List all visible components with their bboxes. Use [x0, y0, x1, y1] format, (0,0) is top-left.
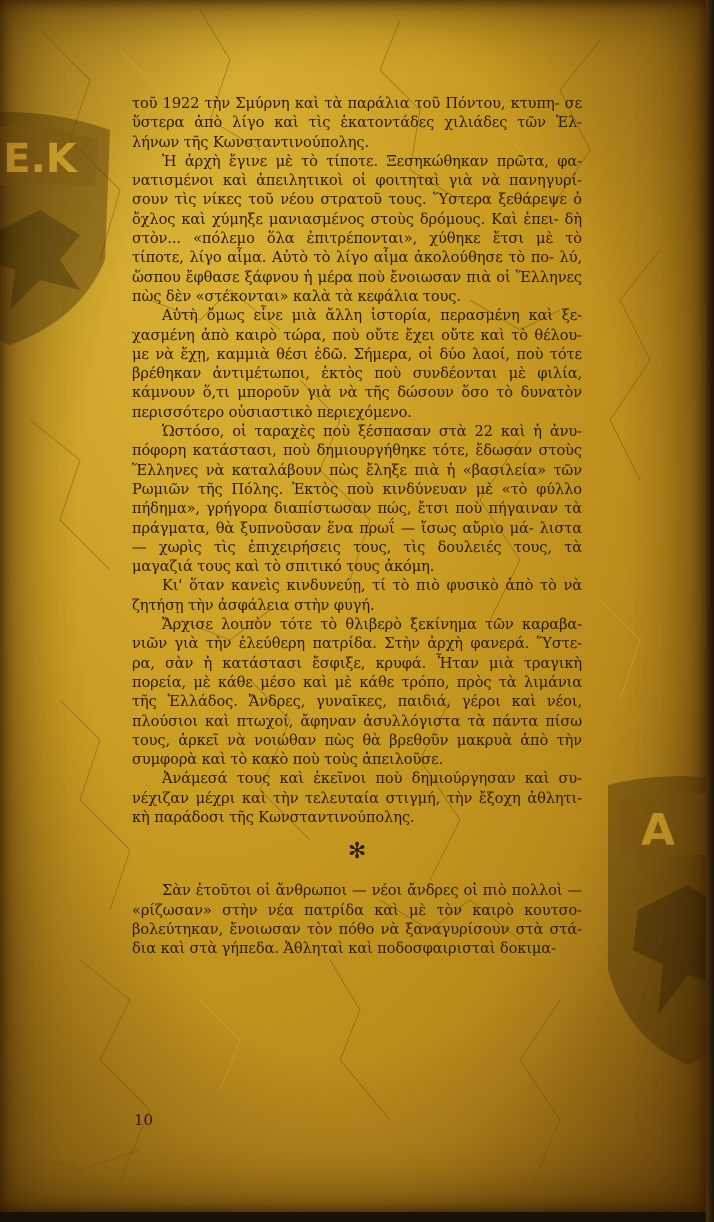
section-separator: ✻ — [347, 839, 367, 865]
aek-emblem-left — [0, 110, 120, 350]
paragraph-5: Κι' ὅταν κανεὶς κινδυνεύῃ, τί τὸ πιὸ φυσικὸ ἀπὸ τὸ νὰ ζητήσῃ τὴν ἀσφάλεια στὴν φυγή. — [132, 577, 582, 614]
paragraph-3: Αὐτὴ ὅμως εἶνε μιὰ ἄλλη ἱστορία, περασμένη καὶ ξε- χασμένη ἀπὸ καιρὸ τώρα, ποὺ οὔτε ἔχει οὔτε καὶ τὸ θέλου- με νὰ ἔχῃ, καμμιὰ θέσι ἐδῶ. Σήμερα, οἱ δύο λαοί, ποὺ τότε βρέθηκαν ἀντιμέτωποι, ἐκτὸς ποὺ συνδέονται μὲ φιλία, κάμνουν ὅ,τι μποροῦν γιὰ νὰ τῆς δώσουν ὅσο τὸ δυνατὸν περισσότερο οὐσιαστικὸ περιεχόμενο. — [132, 307, 582, 421]
aek-emblem-right — [598, 770, 714, 1070]
paragraph-1: τοῦ 1922 τὴν Σμύρνη καὶ τὰ παράλια τοῦ Πόντου, κτυπη- σε ὕστερα ἀπὸ λίγο καὶ τὶς ἑκατοντάδες χιλιάδες τῶν Ἑλ- λήνων τῆς Κωνσταντινούπολης. — [132, 95, 582, 151]
paragraph-4: Ὡστόσο, οἱ ταραχὲς ποὺ ξέσπασαν στὰ 22 καὶ ἡ ἀνυ- πόφορη κατάστασι, ποὺ δημιουργήθηκε τότε, ἔδωσαν στοὺς Ἕλληνες νὰ καταλάβουν πὼς ἔληξε πιὰ ἡ «βασιλεία» τῶν Ρωμιῶν τῆς Πόλης. Ἐκτὸς ποὺ κινδύνευαν μὲ «τὸ φύλλο πήδημα», γρήγορα διαπίστωσαν πώς, ἔτσι ποὺ πήγαιναν τὰ πράγματα, θὰ ξυπνοῦσαν ἕνα πρωΐ — ἴσως αὔριο μά- λιστα — χωρὶς τὶς ἐπιχειρήσεις τους, τὶς δουλειές τους, τὰ μαγαζιά τους καὶ τὸ σπιτικό τους ἀκόμη. — [132, 423, 582, 576]
emblem-left-text: Ε.Κ — [3, 136, 77, 182]
page-number: 10 — [134, 1111, 154, 1129]
paragraph-2: Ἡ ἀρχὴ ἔγινε μὲ τὸ τίποτε. Ξεσηκώθηκαν πρῶτα, φα- νατισμένοι καὶ ἀπειλητικοὶ οἱ φοιτηταὶ γιὰ νὰ πανηγυρί- σουν τὶς νίκες τοῦ νέου στρατοῦ τους. Ὕστερα ξεθάρεψε ὁ ὄχλος καὶ χύμηξε μανιασμένος στοὺς δρόμους. Καὶ ἐπει- δὴ στὸν... «πόλεμο ὅλα ἐπιτρέπονται», χύθηκε ἔτσι μὲ τὸ τίποτε, λίγο αἷμα. Αὐτὸ τὸ λίγο αἷμα ἀκολούθησε τὸ πο- λύ, ὥσπου ἔφθασε ξάφνου ἡ μέρα ποὺ ἔνοιωσαν πιὰ οἱ Ἕλληνες πὼς δὲν «στέκονται» καλὰ τὰ κεφάλια τους. — [132, 152, 582, 305]
emblem-right-text: Α — [640, 805, 676, 856]
paragraph-7: Ἀνάμεσά τους καὶ ἐκεῖνοι ποὺ δημιούργησαν καὶ συ- νέχιζαν μέχρι καὶ τὴν τελευταία στιγμή, τὴν ἔξοχη ἀθλητι- κὴ παράδοσι τῆς Κωνσταντινούπολης. — [132, 770, 582, 826]
article-body — [132, 94, 582, 958]
paragraph-8: Σὰν ἐτοῦτοι οἱ ἄνθρωποι — νέοι ἄνδρες οἱ πιὸ πολλοὶ — «ρίζωσαν» στὴν νέα πατρίδα καὶ μὲ τὸν καιρὸ κουτσο- βολεύτηκαν, ἔνοιωσαν τὸν πόθο νὰ ξαναγυρίσουν στὰ στά- δια καὶ στὰ γήπεδα. Ἀθληταὶ καὶ ποδοσφαιρισταὶ δοκιμα- — [132, 882, 582, 958]
paragraph-6: Ἄρχισε λοιπὸν τότε τὸ θλιβερὸ ξεκίνημα τῶν καραβα- νιῶν γιὰ τὴν ἐλεύθερη πατρίδα. Στὴν ἀρχὴ φανερά. Ὕστε- ρα, σὰν ἡ κατάστασι ἔσφιξε, κρυφά. Ἦταν μιὰ τραγικὴ πορεία, μὲ κάθε μέσο καὶ μὲ κάθε τρόπο, πρὸς τὰ λιμάνια τῆς Ἑλλάδος. Ἄνδρες, γυναῖκες, παιδιά, γέροι καὶ νέοι, πλούσιοι καὶ πτωχοί, ἄφηναν ἀσυλλόγιστα τὰ πάντα πίσω τους, ἀρκεῖ νὰ νοιώθαν πὼς θὰ βρεθοῦν μακρυὰ ἀπὸ τὴν συμφορὰ καὶ τὸ κακὸ ποὺ τοὺς ἀπειλοῦσε. — [132, 616, 582, 769]
